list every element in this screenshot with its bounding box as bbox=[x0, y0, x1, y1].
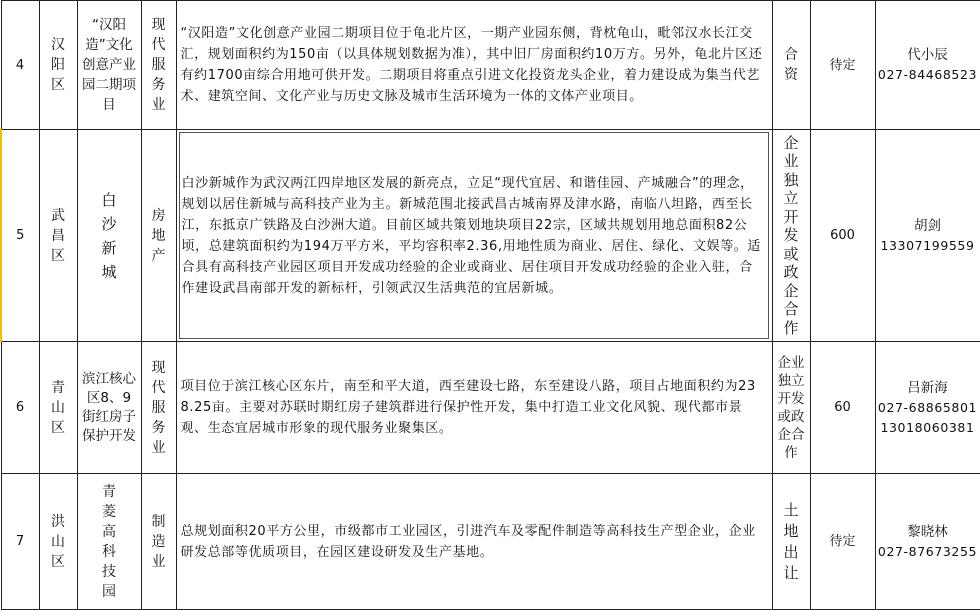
district: 汉阳区 bbox=[51, 37, 65, 93]
contact-phone: 13307199559 bbox=[880, 237, 975, 253]
industry-cell bbox=[141, 342, 176, 474]
contact-cell bbox=[875, 1, 980, 130]
district-cell bbox=[39, 1, 77, 130]
contact-phone: 027-68865801 bbox=[877, 399, 978, 415]
table-row bbox=[1, 1, 980, 130]
row-number: 6 bbox=[1, 342, 39, 474]
contact-phone: 027-84468523 bbox=[877, 67, 978, 82]
description-cell bbox=[176, 130, 772, 342]
table-row bbox=[1, 474, 980, 610]
description: “汉阳造”文化创意产业园二期项目位于龟北片区，一期产业园东侧，背枕龟山，毗邻汉水长江交汇，规划面积约为150亩（以具体规划数据为准），其中旧厂房面积约10万方。另外，龟北片区还有约1700亩综合用地可供开发。二期项目将重点引进文化投资龙头企业，着力建设成为集当代艺术、建筑空间、文化产业与历史文脉及城市生活环境为一体的文体产业项目。 bbox=[180, 26, 763, 104]
contact-cell bbox=[875, 474, 980, 610]
project-name: “汉阳造”文化创意产业园二期项目 bbox=[82, 17, 136, 113]
description-cell bbox=[176, 474, 772, 610]
industry: 房地产 bbox=[151, 207, 166, 264]
cooperation-mode: 企业独立开发或政企合作 bbox=[783, 133, 799, 337]
mode-cell bbox=[772, 130, 810, 342]
contact-name: 黎晓林 bbox=[907, 523, 948, 540]
district-cell bbox=[39, 474, 77, 610]
project-cell bbox=[77, 474, 141, 610]
investment: 60 bbox=[810, 342, 875, 474]
table-row bbox=[1, 342, 980, 474]
industry: 制造业 bbox=[151, 513, 166, 570]
district: 洪山区 bbox=[51, 513, 65, 570]
contact-name: 吕新海 bbox=[907, 379, 948, 396]
row-number: 7 bbox=[1, 474, 39, 610]
investment: 待定 bbox=[810, 1, 875, 130]
cooperation-mode: 合资 bbox=[784, 47, 798, 83]
investment: 600 bbox=[810, 130, 875, 342]
district-cell bbox=[39, 342, 77, 474]
industry-cell bbox=[141, 1, 176, 130]
contact-phone: 027-87673255 bbox=[877, 543, 978, 559]
district-cell bbox=[39, 130, 77, 342]
industry: 现代服务业 bbox=[151, 359, 166, 456]
mode-cell bbox=[772, 1, 810, 130]
project-name: 青菱高科技园 bbox=[102, 483, 116, 600]
description: 白沙新城作为武汉两江四岸地区发展的新亮点，立足“现代宜居、和谐佳园、产城融合”的理念，规划以居住新城与高科技产业为主。新城范围北接武昌古城南界及津水路，南临八坦路，西至长江，东抵京广铁路及白沙洲大道。目前区域共策划地块项目22宗，区域共规划用地总面积82公顷，总建筑面积约为194万平方米，平均容积率2.36,用地性质为商业、居住、绿化、文娱等。适合具有高科技产业园区项目开发成功经验的企业或商业、居住项目开发成功经验的企业入驻，合作建设武昌南部开发的新标杆，引领武汉生活典范的宜居新城。 bbox=[181, 175, 761, 296]
mode-cell bbox=[772, 342, 810, 474]
project-cell bbox=[77, 130, 141, 342]
row-number: 4 bbox=[1, 1, 39, 130]
description: 总规划面积20平方公里，市级都市工业园区，引进汽车及零配件制造等高科技生产型企业，企业研发总部等优质项目，在园区建设研发及生产基地。 bbox=[180, 523, 756, 560]
cooperation-mode: 土地出让 bbox=[783, 500, 799, 582]
contact-cell bbox=[875, 342, 980, 474]
project-cell bbox=[77, 1, 141, 130]
contact-name: 代小辰 bbox=[907, 47, 948, 63]
contact-phone: 13018060381 bbox=[880, 419, 975, 435]
industry-cell bbox=[141, 474, 176, 610]
description-cell bbox=[176, 1, 772, 130]
contact-name: 胡剑 bbox=[914, 217, 941, 234]
industry: 现代服务业 bbox=[151, 17, 166, 113]
project-name: 滨江核心区8、9街红房子保护开发 bbox=[82, 370, 136, 444]
mode-cell bbox=[772, 474, 810, 610]
description-cell bbox=[176, 342, 772, 474]
cooperation-mode: 企业独立开发或政企合作 bbox=[777, 354, 805, 461]
industry-cell bbox=[141, 130, 176, 342]
investment: 待定 bbox=[810, 474, 875, 610]
description-box bbox=[179, 132, 769, 339]
contact-cell bbox=[875, 130, 980, 342]
table-row bbox=[1, 130, 980, 342]
description: 项目位于滨江核心区东片，南至和平大道，西至建设七路，东至建设八路，项目占地面积约为238.25亩。主要对苏联时期红房子建筑群进行保护性开发，集中打造工业文化风貌、现代都市景观、生态宜居城市形象的现代服务业聚集区。 bbox=[180, 379, 756, 436]
row-number: 5 bbox=[1, 130, 39, 342]
project-name: 白沙新城 bbox=[101, 190, 117, 281]
project-cell bbox=[77, 342, 141, 474]
district: 武昌区 bbox=[51, 207, 65, 264]
district: 青山区 bbox=[51, 379, 65, 436]
